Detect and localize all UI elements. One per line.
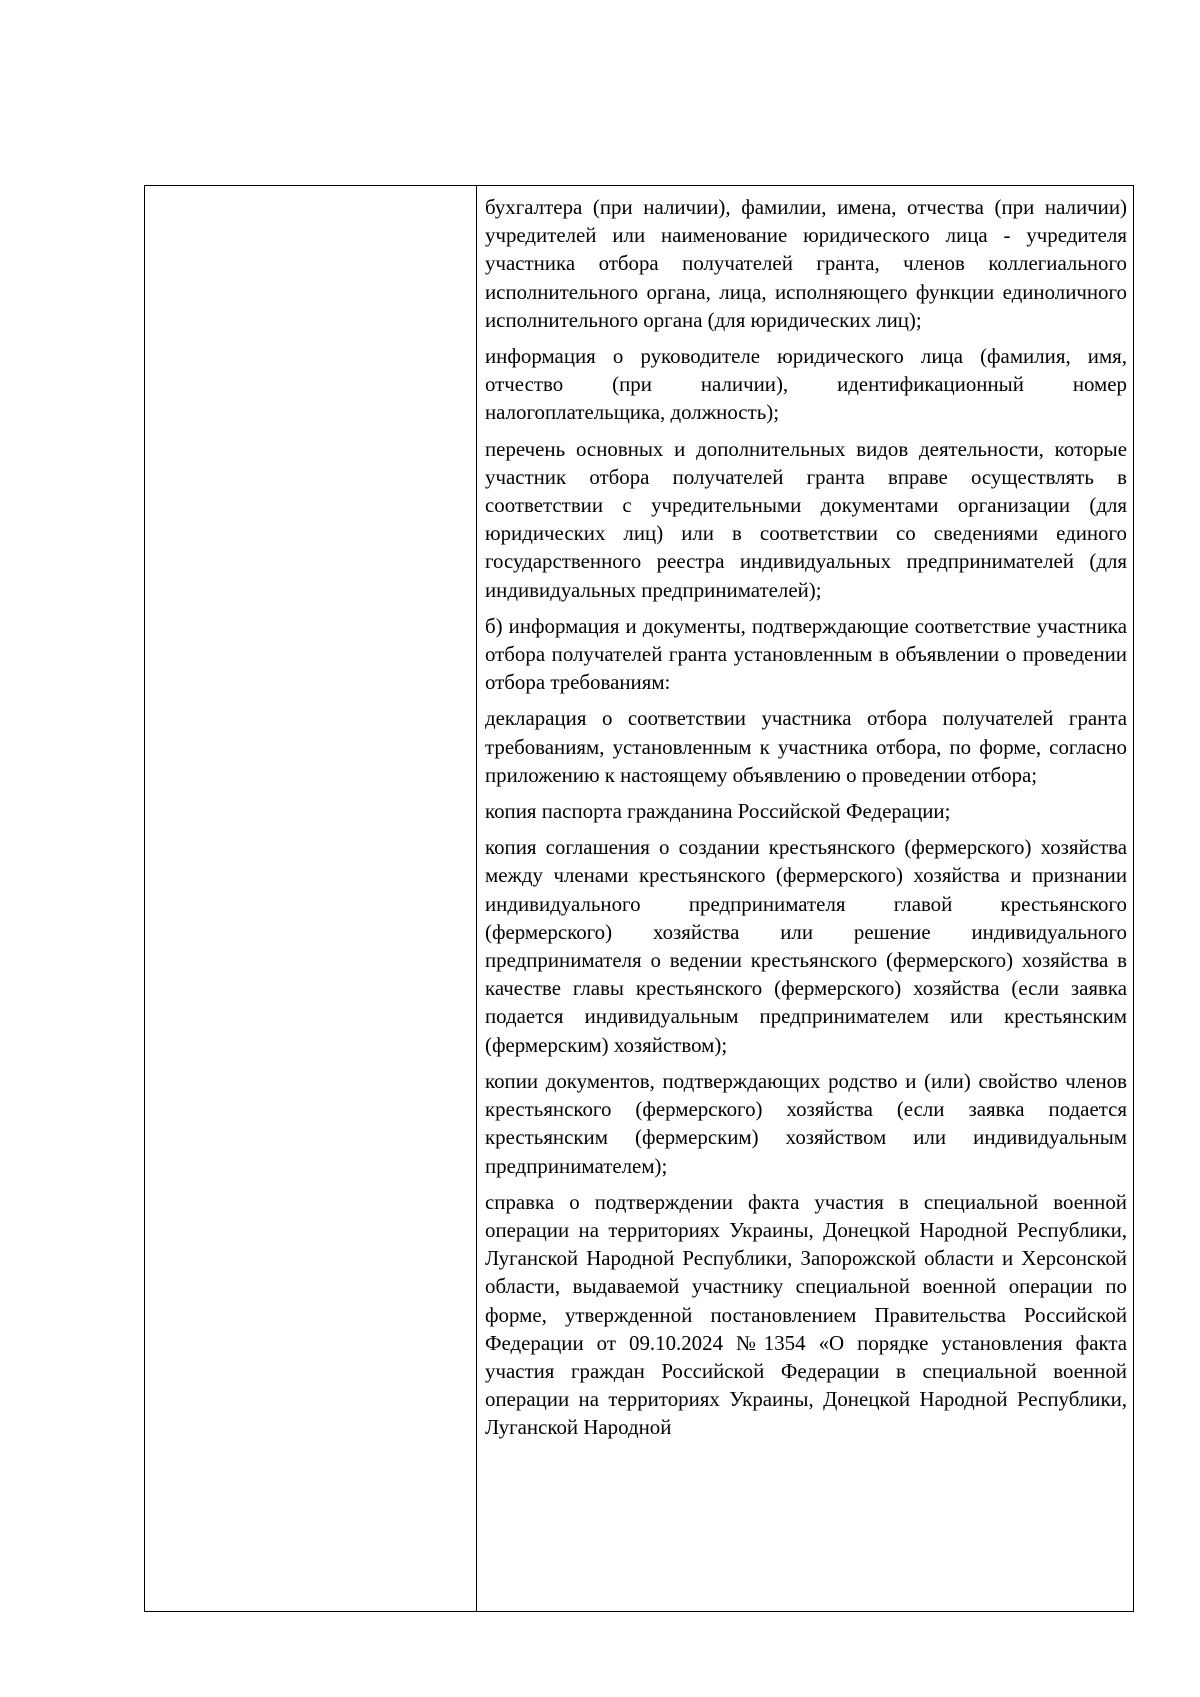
paragraph-head-info: информация о руководителе юридического лица (фамилия, имя, отчество (при наличии), идентификационный номер налогоплательщика, должность); xyxy=(485,344,1127,425)
document-table xyxy=(144,185,1134,1612)
paragraph-activity-list: перечень основных и дополнительных видов деятельности, которые участник отбора получателей гранта вправе осуществлять в соответствии с учредительными документами организации (для юридических лиц) или в соответствии со сведениями единого государственного реестра индивидуальных предпринимателей (для индивидуальных предпринимателей); xyxy=(485,436,1127,602)
table-right-cell xyxy=(477,186,1133,1611)
table-left-cell xyxy=(145,186,477,1611)
paragraph-declaration: декларация о соответствии участника отбора получателей гранта требованиям, установленным к участника отбора, по форме, согласно приложению к настоящему объявлению о проведении отбора; xyxy=(485,706,1127,787)
paragraph-farm-agreement: копия соглашения о создании крестьянского (фермерского) хозяйства между членами крестьянского (фермерского) хозяйства и признании индивидуального предпринимателя главой крестьянского (фермерского) хозяйства или решение индивидуального предпринимателя о ведении крестьянского (фермерского) хозяйства в качестве главы крестьянского (фермерского) хозяйства (если заявка подается индивидуальным предпринимателем или крестьянским (фермерским) хозяйством); xyxy=(485,835,1127,1057)
paragraph-compliance-docs: б) информация и документы, подтверждающие соответствие участника отбора получателей гранта установленным в объявлении о проведении отбора требованиям: xyxy=(485,613,1127,695)
paragraph-svo-certificate: справка о подтверждении факта участия в специальной военной операции на территориях Украины, Донецкой Народной Республики, Луганской Народной Республики, Запорожской области и Херсонской области, выдаваемой участнику специальной военной операции по форме, утвержденной постановлением Правительства Российской Федерации от 09.10.2024 №1354 «О порядке установления факта участия граждан Российской Федерации в специальной военной операции на территориях Украины, Донецкой Народной Республики, Луганской Народной xyxy=(485,1189,1127,1440)
paragraph-passport-copy: копия паспорта гражданина Российской Федерации; xyxy=(485,799,951,824)
paragraph-founders-info: бухгалтера (при наличии), фамилии, имена, отчества (при наличии) учредителей или наименование юридического лица - учредителя участника отбора получателей гранта, членов коллегиального исполнительного органа, лица, исполняющего функции единоличного исполнительного органа (для юридических лиц); xyxy=(485,195,1127,332)
paragraph-kinship-docs: копии документов, подтверждающих родство и (или) свойство членов крестьянского (фермерского) хозяйства (если заявка подается крестьянским (фермерским) хозяйством или индивидуальным предпринимателем); xyxy=(485,1068,1127,1178)
